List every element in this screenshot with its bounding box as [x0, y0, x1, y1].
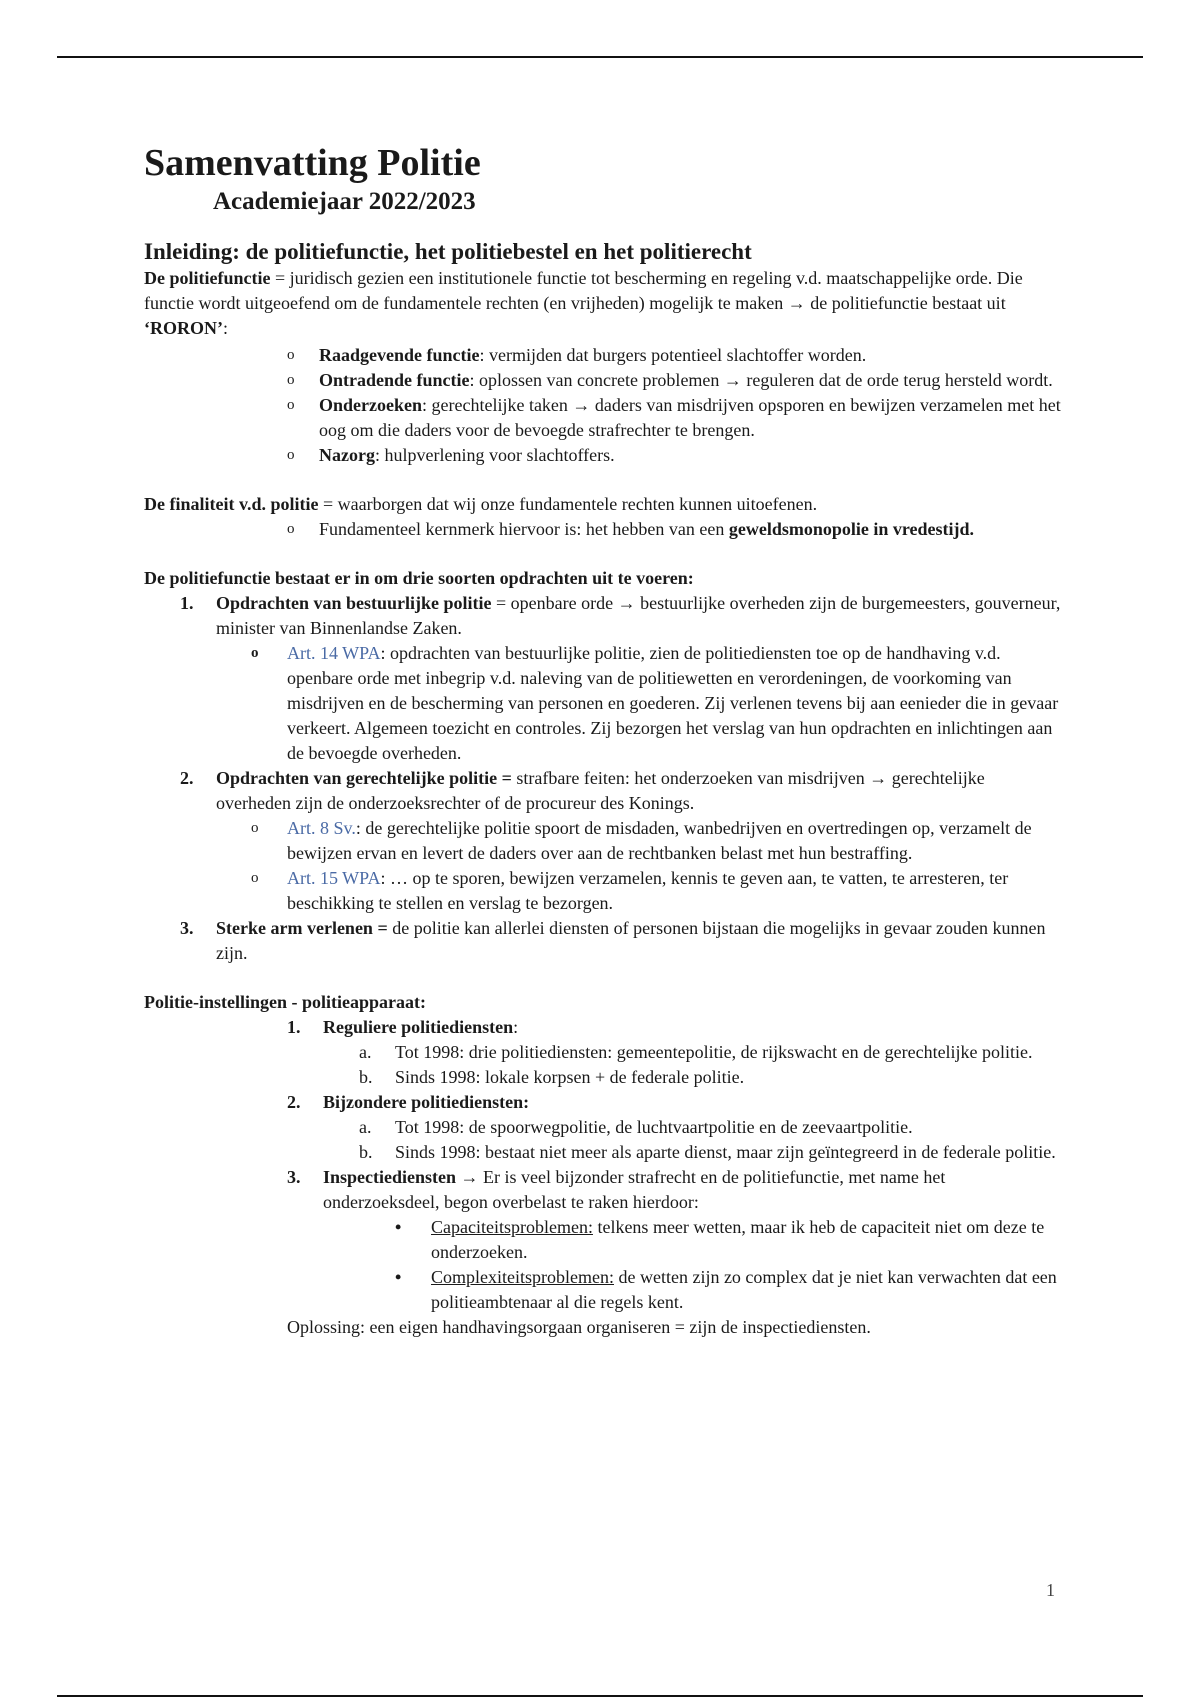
bullet-dot-icon: • — [395, 1267, 402, 1287]
instelling-item — [287, 1090, 1064, 1115]
article-text: : opdrachten van bestuurlijke politie, zien de politiediensten toe op de handhaving v.d. openbare orde met inbegrip v.d. naleving van de politiewetten en verordeningen, de voorkoming van misdrijven en de bescherming van personen en goederen. Zij verlenen tevens bij aan eenieder die in gevaar verkeert. Algemeen toezicht en controles. Zij bezorgen het verslag van hun opdrachten en inlichtingen aan de bevoegde overheden. — [287, 643, 1059, 763]
circle-bullet-icon: o — [287, 397, 295, 413]
finaliteit-sub-text: Fundamenteel kernmerk hiervoor is: het hebben van een — [319, 519, 729, 539]
function-text: : oplossen van concrete problemen → reguleren dat de orde terug hersteld wordt. — [469, 370, 1053, 390]
instelling-term: Inspectiediensten — [323, 1167, 457, 1187]
instelling-colon: : — [513, 1017, 519, 1037]
intro-heading: Inleiding: de politiefunctie, het politiebestel en het politierecht — [144, 239, 752, 264]
list-item — [287, 443, 1064, 468]
bullet-term: Complexiteitsproblemen: — [431, 1267, 614, 1287]
document-subtitle: Academiejaar 2022/2023 — [213, 188, 476, 215]
bullet-dot-icon: • — [395, 1217, 402, 1237]
opdracht-term: Opdrachten van bestuurlijke politie — [216, 593, 492, 613]
list-number: 3. — [180, 918, 194, 938]
article-link[interactable]: Art. 14 WPA — [287, 643, 381, 663]
sub-item — [359, 1065, 1064, 1090]
bullet-item — [395, 1215, 1064, 1265]
article-item — [251, 816, 1064, 866]
article-link[interactable]: Art. 15 WPA — [287, 868, 381, 888]
bullet-text: telkens meer wetten, maar ik heb de capaciteit niet om deze te onderzoeken. — [431, 1217, 1045, 1262]
intro-definition — [144, 266, 1064, 341]
list-number: 2. — [180, 768, 194, 788]
function-term: Nazorg — [319, 445, 375, 465]
page-number: 1 — [1046, 1580, 1055, 1600]
list-letter: b. — [359, 1067, 373, 1087]
sub-item-text: Tot 1998: drie politiediensten: gemeentepolitie, de rijkswacht en de gerechtelijke politie. — [395, 1042, 1033, 1062]
roron-term: ‘RORON’ — [144, 318, 223, 338]
intro-colon: : — [223, 318, 229, 338]
instellingen-heading: Politie-instellingen - politieapparaat: — [144, 992, 426, 1012]
opdracht-item — [180, 916, 1064, 966]
sub-item-text: Tot 1998: de spoorwegpolitie, de luchtvaartpolitie en de zeevaartpolitie. — [395, 1117, 913, 1137]
list-letter: a. — [359, 1117, 372, 1137]
function-term: Onderzoeken — [319, 395, 422, 415]
sub-item — [359, 1040, 1064, 1065]
bullet-item — [395, 1265, 1064, 1315]
opdrachten-list — [180, 591, 1064, 966]
list-item — [287, 393, 1064, 443]
circle-bullet-icon: o — [251, 645, 259, 661]
finaliteit-term: De finaliteit v.d. politie — [144, 494, 319, 514]
instelling-term: Bijzondere politiediensten: — [323, 1092, 530, 1112]
intro-def-term: De politiefunctie — [144, 268, 271, 288]
circle-bullet-icon: o — [287, 347, 295, 363]
article-link[interactable]: Art. 8 Sv. — [287, 818, 356, 838]
list-item — [287, 343, 1064, 368]
opdracht-term: Sterke arm verlenen = — [216, 918, 388, 938]
article-text: : de gerechtelijke politie spoort de misdaden, wanbedrijven en overtredingen op, verzamelt de bewijzen ervan en levert de daders over aan de rechtbanken belast met hun bestraffing. — [287, 818, 1032, 863]
function-text: : hulpverlening voor slachtoffers. — [374, 445, 615, 465]
list-number: 1. — [180, 593, 194, 613]
instelling-item — [287, 1015, 1064, 1040]
opdracht-item — [180, 591, 1064, 641]
article-item — [251, 641, 1064, 766]
finaliteit-sub — [287, 517, 1064, 542]
article-item — [251, 866, 1064, 916]
finaliteit-definition — [144, 492, 1064, 517]
opdracht-text: de politie kan allerlei diensten of personen bijstaan die mogelijks in gevaar zouden kunnen zijn. — [216, 918, 1046, 963]
circle-bullet-icon: o — [287, 521, 295, 537]
instelling-item — [287, 1165, 1064, 1215]
document-page — [144, 140, 1064, 1340]
function-text: : vermijden dat burgers potentieel slachtoffer worden. — [479, 345, 867, 365]
instellingen-list — [287, 1015, 1064, 1340]
finaliteit-text: = waarborgen dat wij onze fundamentele rechten kunnen uitoefenen. — [318, 494, 818, 514]
document-title: Samenvatting Politie — [144, 142, 481, 184]
sub-item — [359, 1140, 1064, 1165]
opdrachten-heading: De politiefunctie bestaat er in om drie soorten opdrachten uit te voeren: — [144, 568, 694, 588]
function-term: Ontradende functie — [319, 370, 470, 390]
article-text: : … op te sporen, bewijzen verzamelen, kennis te geven aan, te vatten, te arresteren, ter beschikking te stellen en verslag te bezorgen. — [287, 868, 1009, 913]
circle-bullet-icon: o — [287, 447, 295, 463]
sub-item-text: Sinds 1998: lokale korpsen + de federale politie. — [395, 1067, 745, 1087]
opdracht-text: strafbare feiten: het onderzoeken van misdrijven → gerechtelijke overheden zijn de onderzoeksrechter of de procureur des Konings. — [216, 768, 985, 813]
sub-item — [359, 1115, 1064, 1140]
function-text: : gerechtelijke taken → daders van misdrijven opsporen en bewijzen verzamelen met het oog om die daders voor de bevoegde strafrechter te brengen. — [319, 395, 1061, 440]
bullet-text: de wetten zijn zo complex dat je niet kan verwachten dat een politieambtenaar al die regels kent. — [431, 1267, 1057, 1312]
opdracht-item — [180, 766, 1064, 816]
opdracht-term: Opdrachten van gerechtelijke politie = — [216, 768, 512, 788]
sub-item-text: Sinds 1998: bestaat niet meer als aparte dienst, maar zijn geïntegreerd in de federale politie. — [395, 1142, 1056, 1162]
bullet-term: Capaciteitsproblemen: — [431, 1217, 593, 1237]
instelling-term: Reguliere politiediensten — [323, 1017, 514, 1037]
bottom-rule — [57, 1695, 1143, 1697]
list-number: 1. — [287, 1017, 301, 1037]
list-letter: b. — [359, 1142, 373, 1162]
function-term: Raadgevende functie — [319, 345, 480, 365]
list-item — [287, 368, 1064, 393]
intro-def-text: = juridisch gezien een institutionele functie tot bescherming en regeling v.d. maatschappelijke orde. Die functie wordt uitgeoefend om de fundamentele rechten (en vrijheden) mogelijk te maken → de politiefunctie bestaat uit — [144, 268, 1023, 313]
oplossing-text: Oplossing: een eigen handhavingsorgaan organiseren = zijn de inspectiediensten. — [287, 1317, 871, 1337]
functions-list — [287, 343, 1064, 468]
list-letter: a. — [359, 1042, 372, 1062]
list-number: 3. — [287, 1167, 301, 1187]
instelling-text: → Er is veel bijzonder strafrecht en de politiefunctie, met name het onderzoeksdeel, begon overbelast te raken hierdoor: — [323, 1167, 946, 1212]
circle-bullet-icon: o — [287, 372, 295, 388]
top-rule — [57, 56, 1143, 58]
geweldsmonopolie-term: geweldsmonopolie in vredestijd. — [728, 519, 975, 539]
circle-bullet-icon: o — [251, 870, 259, 886]
list-number: 2. — [287, 1092, 301, 1112]
circle-bullet-icon: o — [251, 820, 259, 836]
opdracht-text: = openbare orde → bestuurlijke overheden zijn de burgemeesters, gouverneur, minister van Binnenlandse Zaken. — [216, 593, 1061, 638]
